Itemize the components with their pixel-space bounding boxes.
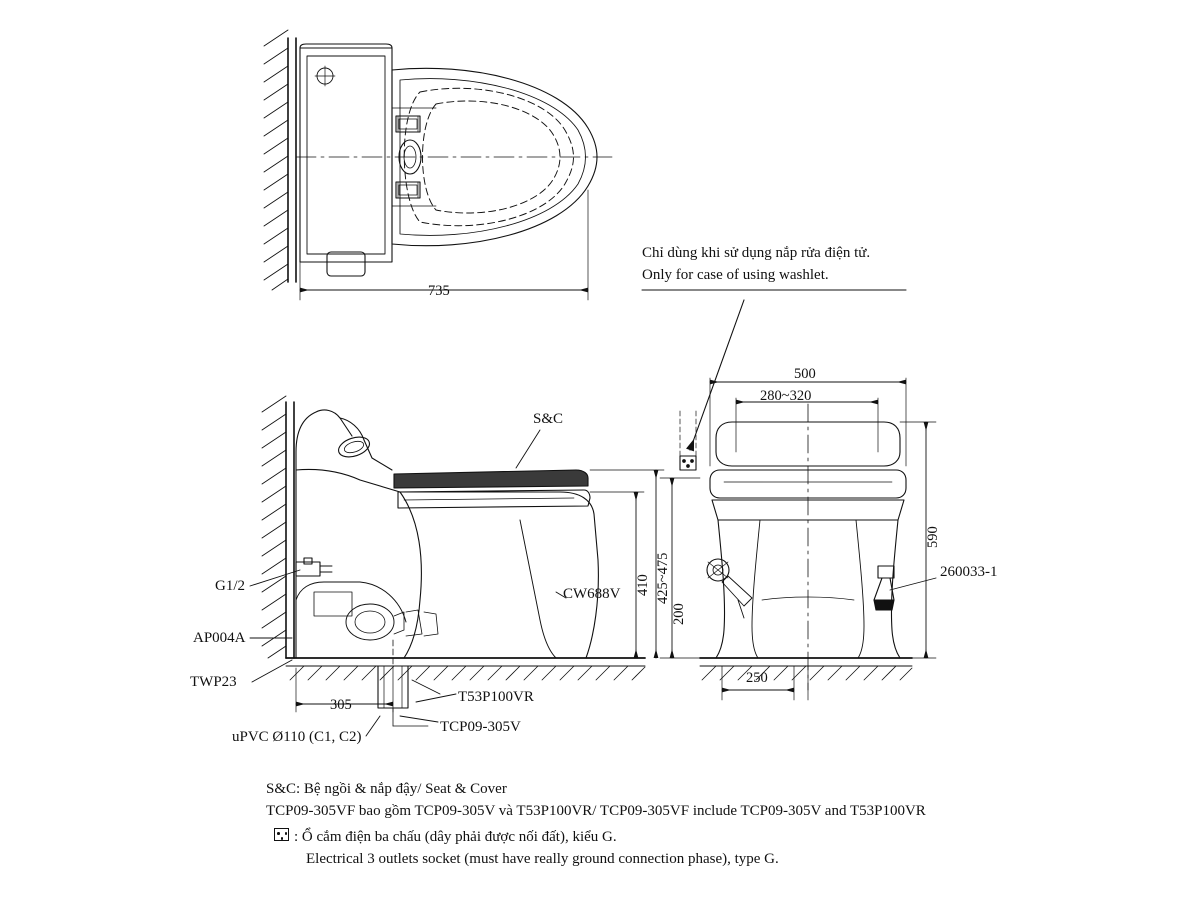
legend-seat-cover [266, 779, 926, 823]
legend-socket-line-vi: : Ổ cắm điện ba chấu (dây phải được nối đất), kiểu G. [294, 829, 617, 845]
label-sc: S&C [533, 411, 564, 427]
dim-label-200: 200 [671, 603, 687, 625]
legend-socket-line-en: Electrical 3 outlets socket (must have really ground connection phase), type G. [306, 850, 779, 867]
legend-line-2: TCP09-305VF bao gồm TCP09-305V và T53P100VR/ TCP09-305VF include TCP09-305V and T53P100VR [266, 802, 926, 819]
side-view-wall [262, 396, 294, 658]
dim-label-305: 305 [330, 697, 352, 713]
side-view-drain [378, 640, 440, 726]
label-tcp09-305v: TCP09-305V [440, 719, 521, 735]
washlet-note-leader [642, 290, 906, 450]
washlet-note-line-vi: Chỉ dùng khi sử dụng nắp rửa điện tử. [642, 245, 871, 261]
front-view-floor [700, 658, 912, 680]
side-view-floor [286, 658, 645, 680]
dim-label-410: 410 [635, 574, 651, 596]
side-view-leaders [366, 592, 566, 736]
washlet-note [642, 243, 870, 287]
front-view-fittings [707, 559, 894, 618]
dim-label-590: 590 [925, 526, 941, 548]
side-view-supply-fitting [250, 558, 332, 682]
dim-label-500: 500 [794, 366, 816, 382]
front-view-dimensions [660, 378, 936, 700]
side-view-seat-cover [394, 470, 590, 508]
legend-line-1: S&C: Bệ ngồi & nắp đậy/ Seat & Cover [266, 781, 507, 797]
dim-label-250: 250 [746, 670, 768, 686]
label-g12: G1/2 [215, 578, 245, 594]
top-view-tank [300, 44, 392, 276]
label-upvc: uPVC Ø110 (C1, C2) [232, 729, 362, 745]
legend-socket [294, 827, 779, 871]
label-cw688v: CW688V [563, 586, 621, 602]
label-twp23: TWP23 [190, 674, 237, 690]
side-view-sc-leader [516, 430, 540, 468]
socket-icon [274, 828, 289, 841]
top-view-wall [264, 30, 296, 290]
label-t53p100vr: T53P100VR [458, 689, 534, 705]
label-260033-1: 260033-1 [940, 564, 998, 580]
dim-label-280-320: 280~320 [760, 388, 812, 404]
label-ap004a: AP004A [193, 630, 246, 646]
washlet-note-line-en: Only for case of using washlet. [642, 266, 829, 283]
dim-label-735: 735 [428, 283, 450, 299]
dim-label-425-475: 425~475 [655, 552, 671, 604]
side-view-body [296, 410, 598, 658]
